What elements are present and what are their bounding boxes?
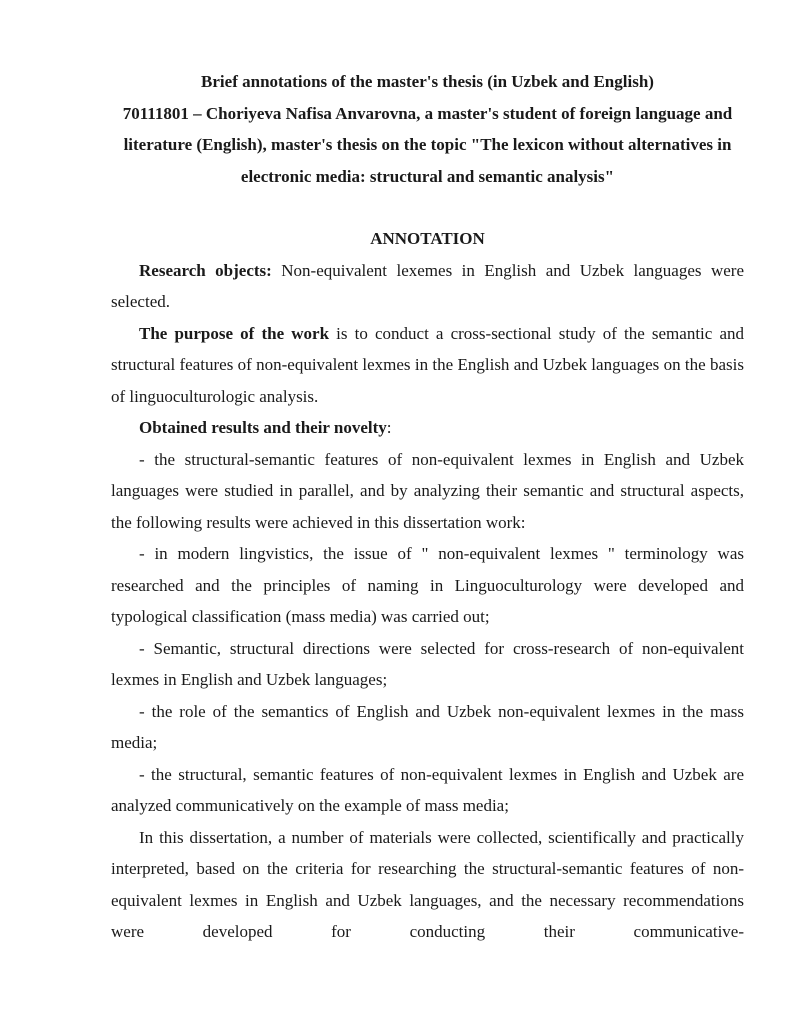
results-label: Obtained results and their novelty: [139, 418, 387, 437]
purpose-paragraph: [111, 318, 744, 413]
result-item: - the structural-semantic features of non-equivalent lexmes in English and Uzbek languages were studied in parallel, and by analyzing their semantic and structural aspects, the following results were achieved in this dissertation work:: [111, 449, 744, 532]
document-title: [111, 66, 744, 192]
results-suffix: :: [386, 418, 392, 437]
research-objects-label: Research objects:: [139, 260, 272, 280]
result-item: - the role of the semantics of English and Uzbek non-equivalent lexmes in the mass media;: [111, 701, 744, 752]
result-item: - the structural, semantic features of non-equivalent lexmes in English and Uzbek are analyzed communicatively on the example of mass media;: [111, 764, 744, 815]
research-objects-paragraph: [111, 255, 744, 318]
results-paragraph: [111, 412, 744, 444]
result-item: - Semantic, structural directions were selected for cross-research of non-equivalent lexmes in English and Uzbek languages;: [111, 638, 744, 689]
research-objects-text: Non-equivalent lexemes in English and Uzbek languages were selected.: [111, 260, 744, 311]
purpose-text: is to conduct a cross-sectional study of the semantic and structural features of non-equivalent lexmes in the English and Uzbek languages on the basis of linguoculturologic analysis.: [111, 323, 744, 406]
title-line-1: Brief annotations of the master's thesis (in Uzbek and English): [201, 72, 654, 91]
title-line-2: 70111801 – Choriyeva Nafisa Anvarovna, a master's student of foreign language and literature (English), master's thesis on the topic "The lexicon without alternatives in electronic media: structural and semantic analysis": [122, 103, 733, 186]
conclusion-paragraph: In this dissertation, a number of materials were collected, scientifically and practically interpreted, based on the criteria for researching the structural-semantic features of non-equivalent lexmes in English and Uzbek languages, and the necessary recommendations were developed for conducting their communicative-: [111, 827, 744, 941]
annotation-heading: ANNOTATION: [370, 229, 485, 248]
document-page: [111, 66, 744, 948]
result-item: - in modern lingvistics, the issue of " non-equivalent lexmes " terminology was researched and the principles of naming in Linguoculturology were developed and typological classification (mass media) was carried out;: [111, 544, 744, 626]
purpose-label: The purpose of the work: [139, 323, 330, 343]
